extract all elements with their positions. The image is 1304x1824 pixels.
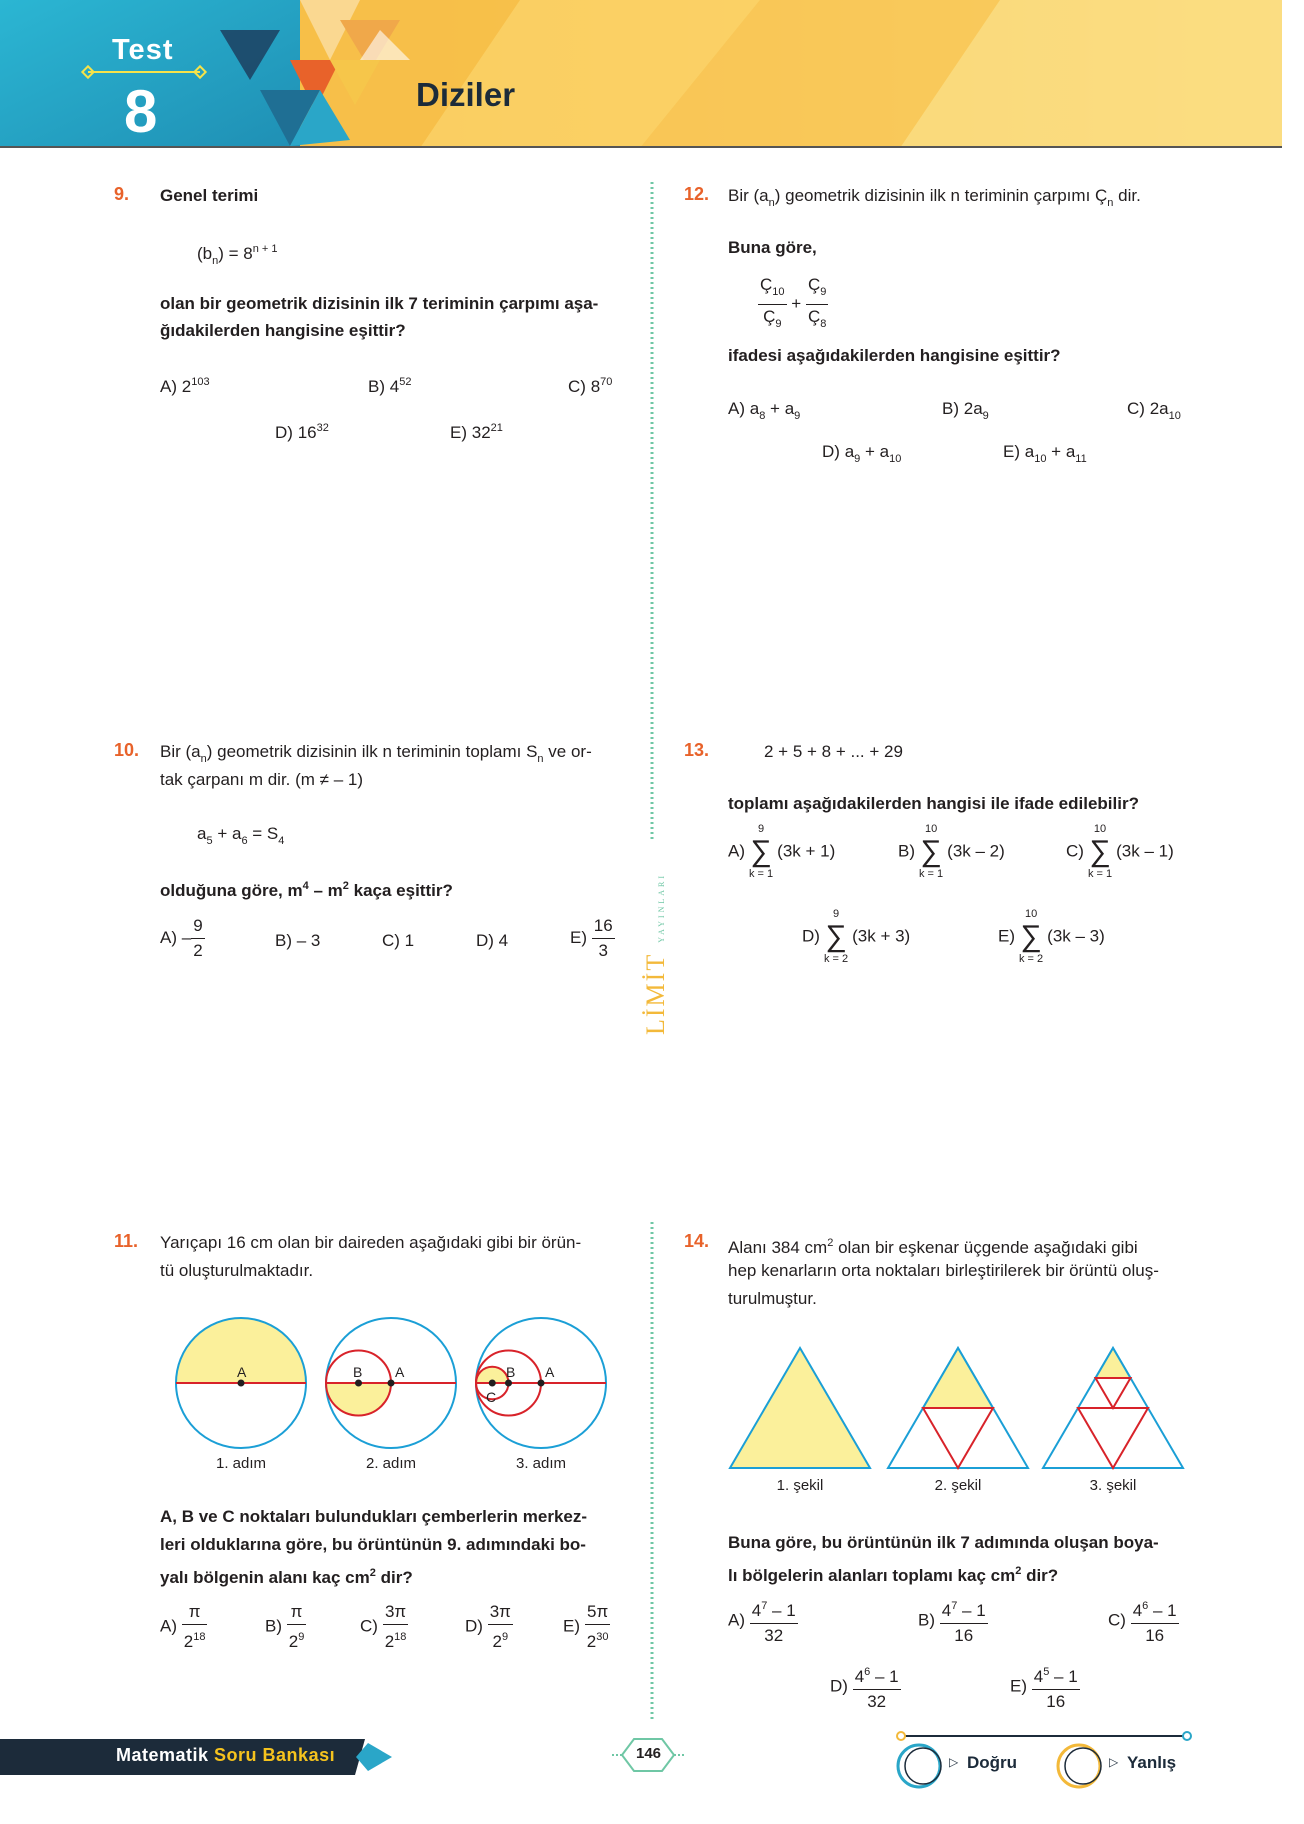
wrong-arrow-icon: ▷ (1109, 1755, 1119, 1769)
q10-equation: $a_5 + a_6 = S_4$ (197, 824, 285, 847)
q11-figure (170, 1315, 610, 1475)
q12-number: 12. (684, 184, 710, 204)
q9-option-d[interactable]: D) $16^{32}$ (275, 422, 329, 442)
q10-question: olduğuna göre, $m^4 - m^2$ kaça eşittir? (160, 880, 453, 900)
q12-expression: $\frac{Ç_{10}}{Ç_9}$ + $\frac{Ç_9}{Ç_8}$ (760, 275, 827, 330)
q9-question-line1: olan bir geometrik dizisinin ilk 7 teriminin çarpımı aşa- (160, 294, 599, 313)
q14-line3: turulmuştur. (728, 1289, 817, 1308)
correct-arrow-icon: ▷ (949, 1755, 959, 1769)
q11-option-e[interactable]: E) $\frac{5\pi}{2^{30}}$ (563, 1602, 609, 1651)
q14-shape3-caption: 3. şekil (1089, 1477, 1137, 1494)
footer-answer-line (895, 1730, 1195, 1742)
q9-intro: Genel terimi (160, 186, 259, 205)
q11-question-line2: leri olduklarına göre, bu örüntünün 9. adımındaki bo- (160, 1535, 586, 1554)
q13-option-a[interactable]: A) 9 ∑ k = 1 (3k + 1) (728, 823, 836, 880)
correct-circle-icon[interactable] (895, 1742, 945, 1790)
q11-step1-caption: 1. adım (215, 1455, 267, 1472)
q9-question-line2: ğıdakilerden hangisine eşittir? (160, 321, 406, 340)
q11-step3-label-b: B (506, 1364, 516, 1380)
q14-shape1 (730, 1348, 870, 1468)
q12-option-d[interactable]: D) $a_9 + a_{10}$ (822, 442, 902, 465)
q12-option-e[interactable]: E) $a_{10} + a_{11}$ (1003, 442, 1087, 465)
q9-option-c[interactable]: C) $8^{70}$ (568, 376, 613, 396)
q11-step3-label-a: A (545, 1364, 555, 1380)
q14-shape1-caption: 1. şekil (776, 1477, 824, 1494)
test-number: 8 (124, 78, 158, 145)
correct-marker[interactable] (895, 1742, 1045, 1786)
q11-step1-figure (176, 1318, 306, 1448)
q14-option-c[interactable]: C) $\frac{4^6 - 1}{16}$ (1108, 1594, 1179, 1648)
q13-series: 2 + 5 + 8 + ... + 29 (764, 742, 903, 761)
q10-option-b[interactable]: B) – 3 (275, 931, 321, 950)
wrong-circle-icon[interactable] (1055, 1742, 1105, 1790)
q14-question-line1: Buna göre, bu örüntünün ilk 7 adımında oluşan boya- (728, 1533, 1159, 1552)
q9-formula: $(b_n) = 8^{n + 1}$ (197, 243, 278, 267)
q11-number: 11. (114, 1231, 139, 1251)
q13-option-e[interactable]: E) 10 ∑ k = 2 (3k – 3) (998, 908, 1105, 965)
q9-option-e[interactable]: E) $32^{21}$ (450, 422, 503, 442)
q14-option-a[interactable]: A) $\frac{4^7 - 1}{32}$ (728, 1594, 798, 1648)
q11-line1: Yarıçapı 16 cm olan bir daireden aşağıdaki gibi bir örün- (160, 1233, 582, 1252)
book-name: Matematik Soru Bankası (116, 1745, 336, 1765)
q11-option-a[interactable]: A) $\frac{\pi}{2^{18}}$ (160, 1602, 206, 1651)
q11-step3-label-c: C (486, 1389, 497, 1405)
page-number: 146 (636, 1745, 662, 1762)
q10-option-e[interactable]: E) $\frac{16}{3}$ (570, 916, 613, 960)
q12-line1: Bir $(a_n)$ geometrik dizisinin ilk n teriminin çarpımı $Ç_n$ dir. (728, 186, 1141, 209)
correct-label: Doğru (967, 1753, 1018, 1772)
q13-option-c[interactable]: C) 10 ∑ k = 1 (3k – 1) (1066, 823, 1174, 880)
q11-line2: tü oluşturulmaktadır. (160, 1261, 314, 1280)
wrong-marker[interactable] (1055, 1742, 1205, 1786)
wrong-label: Yanlış (1127, 1753, 1177, 1772)
q12-option-c[interactable]: C) $2a_{10}$ (1127, 399, 1181, 422)
header-banner (0, 0, 1282, 148)
test-label: Test (112, 34, 174, 66)
q14-figure (725, 1340, 1185, 1500)
q13-number: 13. (684, 740, 710, 760)
q11-option-b[interactable]: B) $\frac{\pi}{2^9}$ (265, 1602, 305, 1651)
q10-option-d[interactable]: D) 4 (476, 931, 509, 950)
q11-step2-caption: 2. adım (365, 1455, 417, 1472)
q14-shape2-caption: 2. şekil (934, 1477, 982, 1494)
q12-question: ifadesi aşağıdakilerden hangisine eşittir? (728, 346, 1061, 365)
q14-option-e[interactable]: E) $\frac{4^5 - 1}{16}$ (1010, 1660, 1080, 1714)
q12-intro: Buna göre, (728, 238, 817, 257)
publisher-name: LİMİT (641, 952, 670, 1035)
q10-option-c[interactable]: C) 1 (382, 931, 415, 950)
q13-option-d[interactable]: D) 9 ∑ k = 2 (3k + 3) (802, 908, 911, 965)
publisher-sub: YAYINLARI (657, 872, 666, 943)
q11-question-line1: A, B ve C noktaları bulundukları çemberlerin merkez- (160, 1507, 588, 1526)
q11-step3-caption: 3. adım (515, 1455, 567, 1472)
q14-option-b[interactable]: B) $\frac{4^7 - 1}{16}$ (918, 1594, 988, 1648)
q11-option-c[interactable]: C) $\frac{3\pi}{2^{18}}$ (360, 1602, 407, 1651)
q14-line2: hep kenarların orta noktaları birleştirilerek bir örüntü oluş- (728, 1261, 1159, 1280)
q14-shape3 (1043, 1348, 1183, 1468)
q12-option-a[interactable]: A) $a_8 + a_9$ (728, 399, 801, 422)
q11-option-d[interactable]: D) $\frac{3\pi}{2^9}$ (465, 1602, 511, 1651)
publisher-logo (628, 860, 668, 1040)
q11-step2-label-b: B (353, 1364, 363, 1380)
q11-step1-label-a: A (237, 1364, 247, 1380)
q14-number: 14. (684, 1231, 710, 1251)
q9-option-a[interactable]: A) $2^{103}$ (160, 376, 210, 396)
q10-option-a[interactable]: A) – $\frac{9}{2}$ (160, 916, 203, 960)
q13-option-b[interactable]: B) 10 ∑ k = 1 (3k – 2) (898, 823, 1005, 880)
q14-option-d[interactable]: D) $\frac{4^6 - 1}{32}$ (830, 1660, 901, 1714)
q9-number: 9. (114, 184, 130, 204)
q13-question: toplamı aşağıdakilerden hangisi ile ifade edilebilir? (728, 794, 1139, 813)
page-title: Diziler (416, 76, 516, 113)
q11-question-line3: yalı bölgenin alanı kaç $cm^2$ dir? (160, 1567, 413, 1587)
q12-option-b[interactable]: B) $2a_9$ (942, 399, 989, 422)
q14-line1: Alanı 384 $cm^2$ olan bir eşkenar üçgende aşağıdaki gibi (728, 1237, 1138, 1257)
q14-question-line2: lı bölgelerin alanları toplamı kaç $cm^2$ dir? (728, 1565, 1059, 1585)
q10-number: 10. (114, 740, 140, 760)
q11-step2-figure (326, 1318, 456, 1448)
q9-option-b[interactable]: B) $4^{52}$ (368, 376, 412, 396)
q11-step2-label-a: A (395, 1364, 405, 1380)
q10-line1: Bir $(a_n)$ geometrik dizisinin ilk n teriminin toplamı $S_n$ ve or- (160, 742, 592, 765)
q10-line2: tak çarpanı m dir. (m ≠ – 1) (160, 770, 364, 789)
q11-step3-figure (476, 1318, 606, 1448)
q14-shape2 (888, 1348, 1028, 1468)
